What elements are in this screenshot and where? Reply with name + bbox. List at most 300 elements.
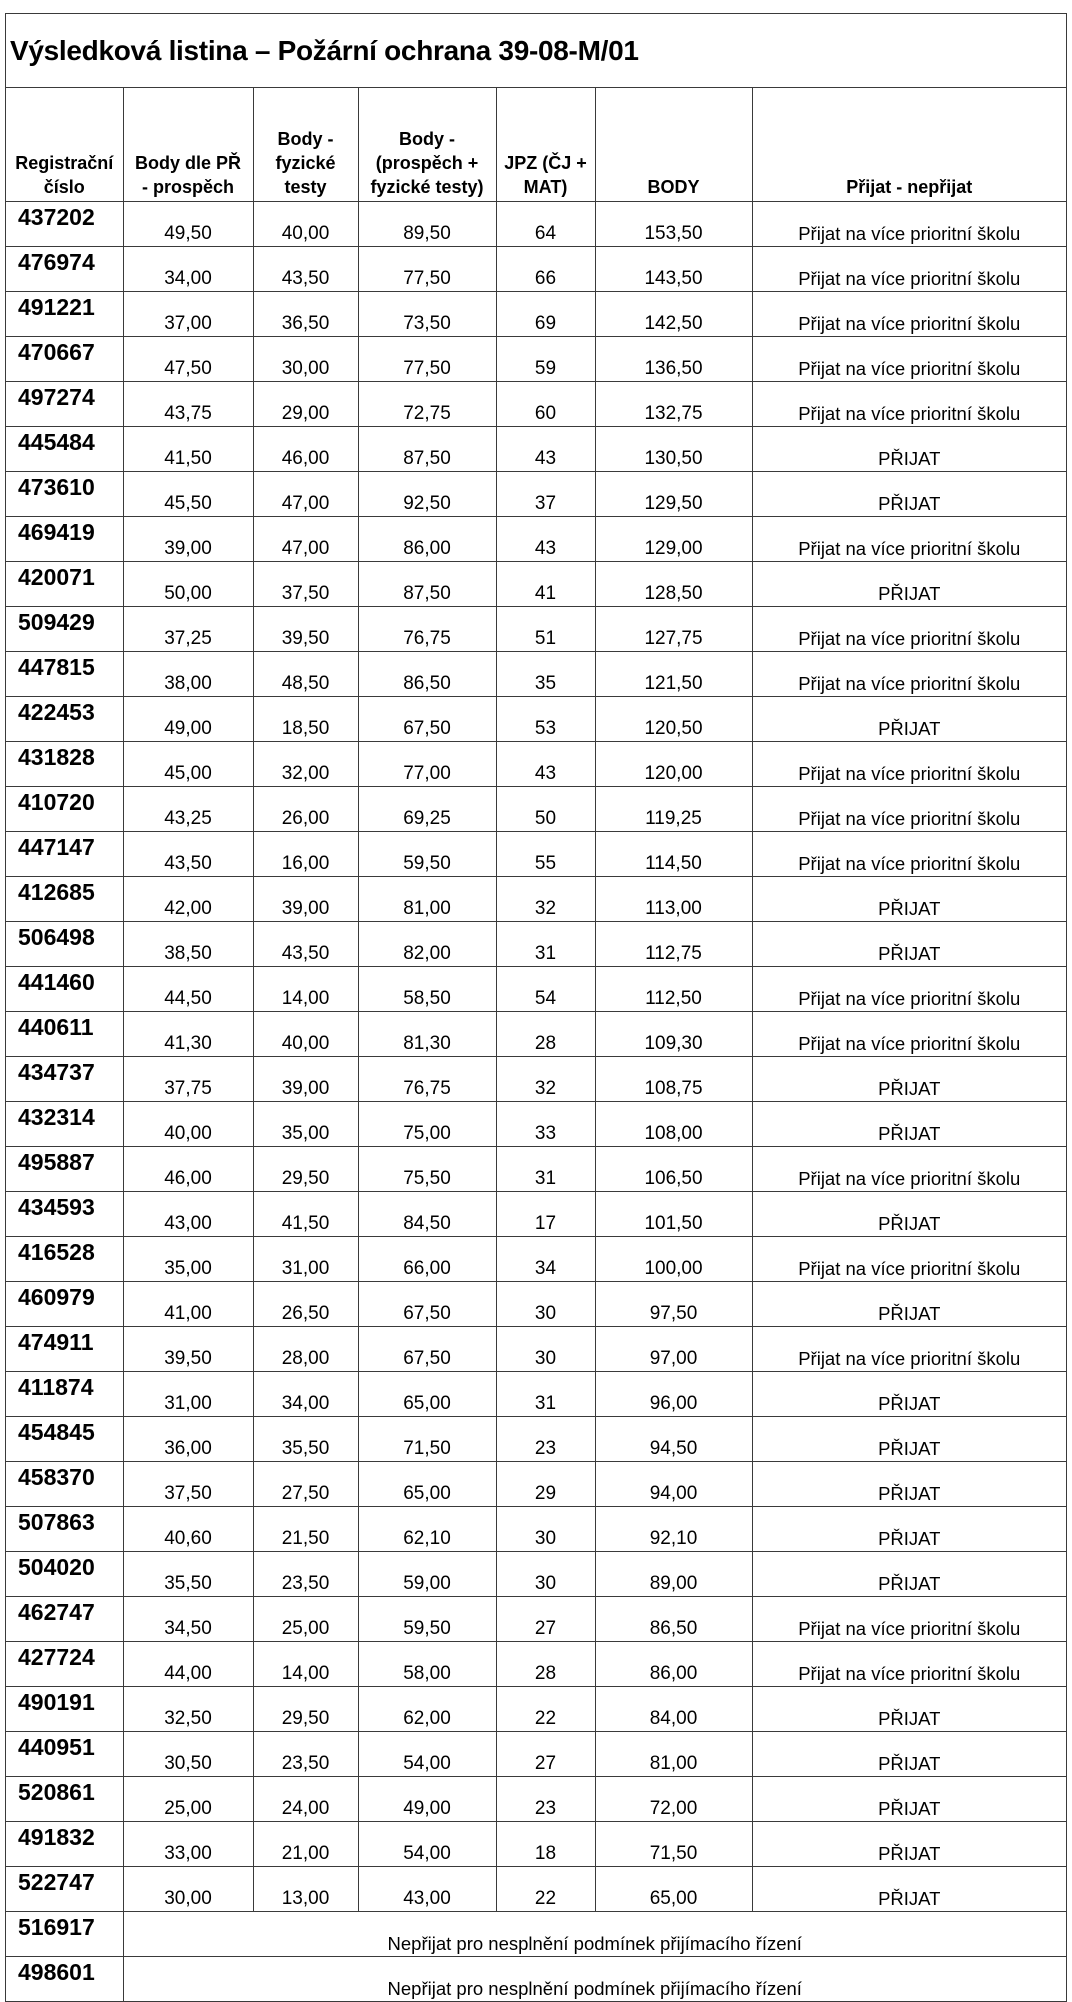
cell-combined-points: 87,50 <box>358 427 496 472</box>
cell-jpz-score: 55 <box>496 832 595 877</box>
table-row <box>6 1822 1066 1867</box>
header-total-points: BODY <box>595 88 752 202</box>
cell-registration-number: 473610 <box>6 472 123 517</box>
cell-registration-number: 458370 <box>6 1462 123 1507</box>
cell-admission-status: PŘIJAT <box>752 1552 1066 1597</box>
cell-fitness-points: 39,50 <box>253 607 358 652</box>
cell-jpz-score: 30 <box>496 1507 595 1552</box>
cell-combined-points: 75,00 <box>358 1102 496 1147</box>
cell-grade-points: 40,00 <box>123 1102 253 1147</box>
cell-admission-status: PŘIJAT <box>752 562 1066 607</box>
cell-fitness-points: 25,00 <box>253 1597 358 1642</box>
cell-combined-points: 87,50 <box>358 562 496 607</box>
cell-registration-number: 427724 <box>6 1642 123 1687</box>
table-row <box>6 1012 1066 1057</box>
table-row <box>6 1552 1066 1597</box>
cell-total-points: 65,00 <box>595 1867 752 1912</box>
cell-total-points: 94,50 <box>595 1417 752 1462</box>
cell-admission-status: PŘIJAT <box>752 1822 1066 1867</box>
cell-admission-status: Přijat na více prioritní školu <box>752 607 1066 652</box>
cell-registration-number: 474911 <box>6 1327 123 1372</box>
cell-registration-number: 447147 <box>6 832 123 877</box>
cell-fitness-points: 21,00 <box>253 1822 358 1867</box>
cell-jpz-score: 34 <box>496 1237 595 1282</box>
cell-combined-points: 67,50 <box>358 697 496 742</box>
cell-jpz-score: 27 <box>496 1732 595 1777</box>
cell-grade-points: 42,00 <box>123 877 253 922</box>
cell-jpz-score: 31 <box>496 922 595 967</box>
cell-jpz-score: 41 <box>496 562 595 607</box>
cell-admission-status: PŘIJAT <box>752 1777 1066 1822</box>
cell-total-points: 129,50 <box>595 472 752 517</box>
cell-total-points: 71,50 <box>595 1822 752 1867</box>
cell-jpz-score: 69 <box>496 292 595 337</box>
cell-jpz-score: 18 <box>496 1822 595 1867</box>
cell-fitness-points: 41,50 <box>253 1192 358 1237</box>
cell-total-points: 81,00 <box>595 1732 752 1777</box>
cell-jpz-score: 54 <box>496 967 595 1012</box>
cell-jpz-score: 37 <box>496 472 595 517</box>
cell-combined-points: 75,50 <box>358 1147 496 1192</box>
cell-total-points: 120,00 <box>595 742 752 787</box>
cell-jpz-score: 27 <box>496 1597 595 1642</box>
cell-combined-points: 81,00 <box>358 877 496 922</box>
cell-jpz-score: 23 <box>496 1417 595 1462</box>
cell-total-points: 143,50 <box>595 247 752 292</box>
cell-grade-points: 37,00 <box>123 292 253 337</box>
table-body <box>6 202 1066 2002</box>
cell-total-points: 101,50 <box>595 1192 752 1237</box>
cell-combined-points: 84,50 <box>358 1192 496 1237</box>
cell-grade-points: 31,00 <box>123 1372 253 1417</box>
cell-registration-number: 434737 <box>6 1057 123 1102</box>
cell-jpz-score: 17 <box>496 1192 595 1237</box>
cell-fitness-points: 46,00 <box>253 427 358 472</box>
table-row <box>6 562 1066 607</box>
cell-jpz-score: 33 <box>496 1102 595 1147</box>
cell-registration-number: 437202 <box>6 202 123 247</box>
cell-grade-points: 43,00 <box>123 1192 253 1237</box>
cell-registration-number: 497274 <box>6 382 123 427</box>
table-row <box>6 472 1066 517</box>
cell-total-points: 100,00 <box>595 1237 752 1282</box>
cell-total-points: 72,00 <box>595 1777 752 1822</box>
cell-admission-status: PŘIJAT <box>752 1687 1066 1732</box>
table-row <box>6 1147 1066 1192</box>
cell-registration-number: 422453 <box>6 697 123 742</box>
cell-admission-status: PŘIJAT <box>752 1732 1066 1777</box>
cell-total-points: 92,10 <box>595 1507 752 1552</box>
cell-fitness-points: 16,00 <box>253 832 358 877</box>
cell-admission-status: PŘIJAT <box>752 1462 1066 1507</box>
cell-combined-points: 62,00 <box>358 1687 496 1732</box>
cell-jpz-score: 31 <box>496 1372 595 1417</box>
cell-admission-status: Přijat na více prioritní školu <box>752 1012 1066 1057</box>
table-row <box>6 607 1066 652</box>
cell-fitness-points: 29,50 <box>253 1687 358 1732</box>
cell-fitness-points: 14,00 <box>253 967 358 1012</box>
cell-combined-points: 77,50 <box>358 337 496 382</box>
cell-grade-points: 45,50 <box>123 472 253 517</box>
cell-registration-number: 516917 <box>6 1912 123 1957</box>
cell-total-points: 127,75 <box>595 607 752 652</box>
cell-total-points: 113,00 <box>595 877 752 922</box>
cell-admission-status: PŘIJAT <box>752 1372 1066 1417</box>
header-registration-number: Registrační číslo <box>6 88 123 202</box>
cell-total-points: 86,50 <box>595 1597 752 1642</box>
cell-total-points: 130,50 <box>595 427 752 472</box>
cell-admission-status: Přijat na více prioritní školu <box>752 382 1066 427</box>
cell-registration-number: 447815 <box>6 652 123 697</box>
cell-admission-status: PŘIJAT <box>752 427 1066 472</box>
cell-registration-number: 470667 <box>6 337 123 382</box>
cell-registration-number: 498601 <box>6 1957 123 2002</box>
cell-total-points: 97,00 <box>595 1327 752 1372</box>
cell-admission-status: Přijat na více prioritní školu <box>752 292 1066 337</box>
cell-fitness-points: 35,00 <box>253 1102 358 1147</box>
cell-fitness-points: 34,00 <box>253 1372 358 1417</box>
cell-grade-points: 47,50 <box>123 337 253 382</box>
table-row <box>6 202 1066 247</box>
cell-combined-points: 65,00 <box>358 1462 496 1507</box>
cell-fitness-points: 31,00 <box>253 1237 358 1282</box>
cell-registration-number: 411874 <box>6 1372 123 1417</box>
cell-total-points: 142,50 <box>595 292 752 337</box>
cell-grade-points: 25,00 <box>123 1777 253 1822</box>
table-row <box>6 1732 1066 1777</box>
cell-grade-points: 37,50 <box>123 1462 253 1507</box>
cell-jpz-score: 30 <box>496 1552 595 1597</box>
cell-fitness-points: 43,50 <box>253 247 358 292</box>
cell-jpz-score: 32 <box>496 877 595 922</box>
cell-registration-number: 522747 <box>6 1867 123 1912</box>
header-combined-points: Body - (prospěch + fyzické testy) <box>358 88 496 202</box>
cell-admission-status: PŘIJAT <box>752 1102 1066 1147</box>
cell-fitness-points: 29,00 <box>253 382 358 427</box>
cell-combined-points: 59,00 <box>358 1552 496 1597</box>
table-row <box>6 337 1066 382</box>
cell-jpz-score: 60 <box>496 382 595 427</box>
cell-admission-status: Přijat na více prioritní školu <box>752 202 1066 247</box>
cell-jpz-score: 66 <box>496 247 595 292</box>
cell-grade-points: 34,00 <box>123 247 253 292</box>
cell-total-points: 119,25 <box>595 787 752 832</box>
cell-jpz-score: 31 <box>496 1147 595 1192</box>
cell-combined-points: 59,50 <box>358 832 496 877</box>
table-row-rejected <box>6 1957 1066 2002</box>
table-row <box>6 292 1066 337</box>
cell-fitness-points: 32,00 <box>253 742 358 787</box>
cell-grade-points: 30,50 <box>123 1732 253 1777</box>
table-row <box>6 1417 1066 1462</box>
cell-jpz-score: 28 <box>496 1642 595 1687</box>
cell-admission-status: Přijat na více prioritní školu <box>752 1237 1066 1282</box>
cell-jpz-score: 29 <box>496 1462 595 1507</box>
cell-registration-number: 504020 <box>6 1552 123 1597</box>
cell-fitness-points: 23,50 <box>253 1732 358 1777</box>
cell-total-points: 121,50 <box>595 652 752 697</box>
cell-grade-points: 45,00 <box>123 742 253 787</box>
cell-fitness-points: 40,00 <box>253 1012 358 1057</box>
cell-admission-status: PŘIJAT <box>752 922 1066 967</box>
table-row <box>6 1507 1066 1552</box>
table-row <box>6 1642 1066 1687</box>
cell-registration-number: 445484 <box>6 427 123 472</box>
cell-grade-points: 37,25 <box>123 607 253 652</box>
cell-combined-points: 92,50 <box>358 472 496 517</box>
table-row <box>6 877 1066 922</box>
cell-admission-status: Přijat na více prioritní školu <box>752 337 1066 382</box>
cell-grade-points: 49,00 <box>123 697 253 742</box>
table-row <box>6 742 1066 787</box>
cell-registration-number: 440611 <box>6 1012 123 1057</box>
cell-combined-points: 59,50 <box>358 1597 496 1642</box>
cell-combined-points: 54,00 <box>358 1732 496 1777</box>
table-row <box>6 427 1066 472</box>
table-row <box>6 1372 1066 1417</box>
cell-total-points: 128,50 <box>595 562 752 607</box>
table-row <box>6 922 1066 967</box>
cell-grade-points: 43,25 <box>123 787 253 832</box>
cell-jpz-score: 51 <box>496 607 595 652</box>
cell-grade-points: 49,50 <box>123 202 253 247</box>
cell-fitness-points: 13,00 <box>253 1867 358 1912</box>
cell-combined-points: 49,00 <box>358 1777 496 1822</box>
cell-fitness-points: 18,50 <box>253 697 358 742</box>
table-row <box>6 517 1066 562</box>
cell-total-points: 132,75 <box>595 382 752 427</box>
cell-jpz-score: 23 <box>496 1777 595 1822</box>
cell-total-points: 136,50 <box>595 337 752 382</box>
cell-fitness-points: 48,50 <box>253 652 358 697</box>
table-row <box>6 382 1066 427</box>
cell-grade-points: 37,75 <box>123 1057 253 1102</box>
cell-total-points: 120,50 <box>595 697 752 742</box>
cell-rejection-note: Nepřijat pro nesplnění podmínek přijímacího řízení <box>123 1912 1066 1957</box>
cell-combined-points: 72,75 <box>358 382 496 427</box>
cell-grade-points: 39,50 <box>123 1327 253 1372</box>
cell-total-points: 89,00 <box>595 1552 752 1597</box>
cell-total-points: 94,00 <box>595 1462 752 1507</box>
cell-registration-number: 469419 <box>6 517 123 562</box>
cell-combined-points: 67,50 <box>358 1282 496 1327</box>
cell-registration-number: 476974 <box>6 247 123 292</box>
cell-registration-number: 490191 <box>6 1687 123 1732</box>
cell-total-points: 112,75 <box>595 922 752 967</box>
table-row <box>6 832 1066 877</box>
cell-jpz-score: 50 <box>496 787 595 832</box>
table-row <box>6 1102 1066 1147</box>
cell-admission-status: PŘIJAT <box>752 1417 1066 1462</box>
cell-registration-number: 507863 <box>6 1507 123 1552</box>
cell-admission-status: PŘIJAT <box>752 472 1066 517</box>
cell-grade-points: 38,00 <box>123 652 253 697</box>
cell-jpz-score: 32 <box>496 1057 595 1102</box>
cell-registration-number: 491221 <box>6 292 123 337</box>
cell-total-points: 109,30 <box>595 1012 752 1057</box>
cell-combined-points: 82,00 <box>358 922 496 967</box>
cell-fitness-points: 30,00 <box>253 337 358 382</box>
table-row <box>6 787 1066 832</box>
cell-grade-points: 35,00 <box>123 1237 253 1282</box>
table-row <box>6 1327 1066 1372</box>
table-row-rejected <box>6 1912 1066 1957</box>
table-row <box>6 247 1066 292</box>
cell-total-points: 108,75 <box>595 1057 752 1102</box>
cell-grade-points: 35,50 <box>123 1552 253 1597</box>
cell-registration-number: 410720 <box>6 787 123 832</box>
cell-fitness-points: 28,00 <box>253 1327 358 1372</box>
cell-jpz-score: 30 <box>496 1327 595 1372</box>
cell-fitness-points: 47,00 <box>253 517 358 562</box>
cell-admission-status: Přijat na více prioritní školu <box>752 247 1066 292</box>
cell-combined-points: 81,30 <box>358 1012 496 1057</box>
cell-fitness-points: 27,50 <box>253 1462 358 1507</box>
table-row <box>6 1777 1066 1822</box>
cell-grade-points: 33,00 <box>123 1822 253 1867</box>
table-row <box>6 1237 1066 1282</box>
cell-combined-points: 76,75 <box>358 1057 496 1102</box>
cell-combined-points: 65,00 <box>358 1372 496 1417</box>
cell-combined-points: 77,00 <box>358 742 496 787</box>
table-row <box>6 1192 1066 1237</box>
header-admission-status: Přijat - nepřijat <box>752 88 1066 202</box>
cell-fitness-points: 39,00 <box>253 877 358 922</box>
cell-registration-number: 434593 <box>6 1192 123 1237</box>
results-sheet <box>5 13 1067 2002</box>
cell-registration-number: 462747 <box>6 1597 123 1642</box>
cell-grade-points: 36,00 <box>123 1417 253 1462</box>
cell-registration-number: 441460 <box>6 967 123 1012</box>
cell-jpz-score: 53 <box>496 697 595 742</box>
cell-fitness-points: 35,50 <box>253 1417 358 1462</box>
cell-registration-number: 509429 <box>6 607 123 652</box>
cell-combined-points: 86,50 <box>358 652 496 697</box>
cell-registration-number: 412685 <box>6 877 123 922</box>
cell-fitness-points: 14,00 <box>253 1642 358 1687</box>
cell-registration-number: 454845 <box>6 1417 123 1462</box>
cell-total-points: 153,50 <box>595 202 752 247</box>
cell-grade-points: 50,00 <box>123 562 253 607</box>
cell-combined-points: 54,00 <box>358 1822 496 1867</box>
cell-grade-points: 32,50 <box>123 1687 253 1732</box>
cell-admission-status: Přijat na více prioritní školu <box>752 742 1066 787</box>
table-row <box>6 967 1066 1012</box>
cell-admission-status: Přijat na více prioritní školu <box>752 1327 1066 1372</box>
cell-grade-points: 41,50 <box>123 427 253 472</box>
cell-combined-points: 77,50 <box>358 247 496 292</box>
cell-total-points: 97,50 <box>595 1282 752 1327</box>
cell-registration-number: 420071 <box>6 562 123 607</box>
cell-fitness-points: 29,50 <box>253 1147 358 1192</box>
cell-admission-status: Přijat na více prioritní školu <box>752 1642 1066 1687</box>
header-grade-points: Body dle PŘ - prospěch <box>123 88 253 202</box>
cell-grade-points: 41,00 <box>123 1282 253 1327</box>
cell-combined-points: 86,00 <box>358 517 496 562</box>
cell-fitness-points: 37,50 <box>253 562 358 607</box>
cell-grade-points: 41,30 <box>123 1012 253 1057</box>
cell-admission-status: PŘIJAT <box>752 1057 1066 1102</box>
cell-jpz-score: 64 <box>496 202 595 247</box>
cell-combined-points: 58,50 <box>358 967 496 1012</box>
cell-grade-points: 43,50 <box>123 832 253 877</box>
cell-registration-number: 460979 <box>6 1282 123 1327</box>
page-title: Výsledková listina – Požární ochrana 39-08-M/01 <box>6 14 1066 88</box>
cell-fitness-points: 24,00 <box>253 1777 358 1822</box>
results-table <box>6 88 1066 2001</box>
cell-jpz-score: 22 <box>496 1687 595 1732</box>
cell-registration-number: 431828 <box>6 742 123 787</box>
cell-combined-points: 71,50 <box>358 1417 496 1462</box>
cell-admission-status: Přijat na více prioritní školu <box>752 832 1066 877</box>
cell-registration-number: 440951 <box>6 1732 123 1777</box>
cell-fitness-points: 47,00 <box>253 472 358 517</box>
cell-combined-points: 43,00 <box>358 1867 496 1912</box>
cell-jpz-score: 59 <box>496 337 595 382</box>
cell-combined-points: 73,50 <box>358 292 496 337</box>
cell-jpz-score: 43 <box>496 427 595 472</box>
cell-admission-status: Přijat na více prioritní školu <box>752 652 1066 697</box>
table-row <box>6 1057 1066 1102</box>
cell-grade-points: 34,50 <box>123 1597 253 1642</box>
table-row <box>6 1282 1066 1327</box>
cell-admission-status: Přijat na více prioritní školu <box>752 787 1066 832</box>
cell-total-points: 112,50 <box>595 967 752 1012</box>
table-row <box>6 697 1066 742</box>
cell-total-points: 106,50 <box>595 1147 752 1192</box>
cell-total-points: 129,00 <box>595 517 752 562</box>
cell-registration-number: 506498 <box>6 922 123 967</box>
cell-combined-points: 76,75 <box>358 607 496 652</box>
cell-fitness-points: 26,00 <box>253 787 358 832</box>
header-jpz-score: JPZ (ČJ + MAT) <box>496 88 595 202</box>
cell-grade-points: 46,00 <box>123 1147 253 1192</box>
cell-jpz-score: 43 <box>496 517 595 562</box>
table-row <box>6 652 1066 697</box>
cell-combined-points: 62,10 <box>358 1507 496 1552</box>
header-fitness-points: Body - fyzické testy <box>253 88 358 202</box>
cell-combined-points: 58,00 <box>358 1642 496 1687</box>
cell-fitness-points: 40,00 <box>253 202 358 247</box>
cell-jpz-score: 30 <box>496 1282 595 1327</box>
cell-registration-number: 416528 <box>6 1237 123 1282</box>
table-row <box>6 1867 1066 1912</box>
cell-jpz-score: 28 <box>496 1012 595 1057</box>
cell-total-points: 84,00 <box>595 1687 752 1732</box>
cell-combined-points: 89,50 <box>358 202 496 247</box>
table-row <box>6 1687 1066 1732</box>
cell-admission-status: PŘIJAT <box>752 1867 1066 1912</box>
cell-admission-status: PŘIJAT <box>752 697 1066 742</box>
cell-admission-status: Přijat na více prioritní školu <box>752 967 1066 1012</box>
cell-total-points: 108,00 <box>595 1102 752 1147</box>
cell-grade-points: 40,60 <box>123 1507 253 1552</box>
cell-fitness-points: 39,00 <box>253 1057 358 1102</box>
cell-registration-number: 495887 <box>6 1147 123 1192</box>
table-row <box>6 1597 1066 1642</box>
cell-grade-points: 44,50 <box>123 967 253 1012</box>
cell-admission-status: Přijat na více prioritní školu <box>752 517 1066 562</box>
table-header <box>6 88 1066 202</box>
cell-grade-points: 44,00 <box>123 1642 253 1687</box>
cell-registration-number: 491832 <box>6 1822 123 1867</box>
cell-fitness-points: 43,50 <box>253 922 358 967</box>
cell-combined-points: 69,25 <box>358 787 496 832</box>
cell-rejection-note: Nepřijat pro nesplnění podmínek přijímacího řízení <box>123 1957 1066 2002</box>
cell-jpz-score: 43 <box>496 742 595 787</box>
cell-registration-number: 432314 <box>6 1102 123 1147</box>
cell-registration-number: 520861 <box>6 1777 123 1822</box>
